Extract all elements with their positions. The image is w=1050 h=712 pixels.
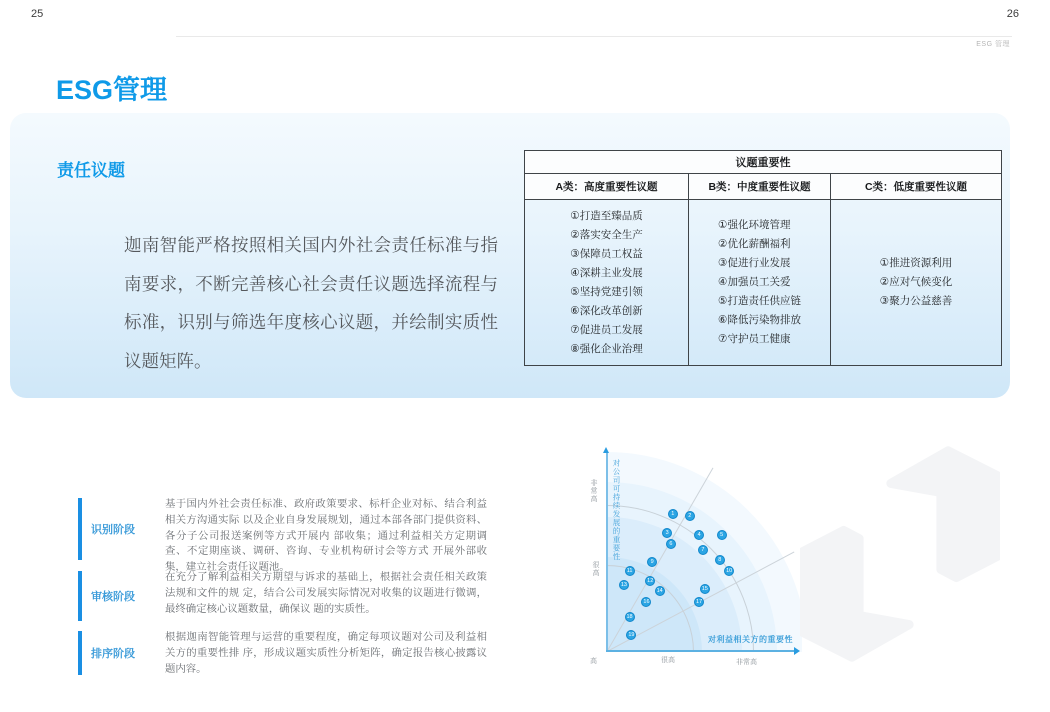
issue-item: ④深耕主业发展 [570,266,643,279]
stage-ranking [78,630,490,676]
matrix-point: 8 [715,555,725,565]
header-rule [176,36,1012,37]
matrix-point: 18 [626,614,633,621]
column-header-c: C类：低度重要性议题 [831,174,1002,200]
stage-label: 排序阶段 [91,648,135,660]
column-cell-b [689,200,831,366]
y-tick-high: 很高 [592,561,599,577]
section-heading: 责任议题 [57,161,125,180]
y-tick-very-high: 非常高 [590,479,597,503]
issue-item: ⑦促进员工发展 [570,323,643,336]
logo-watermark-icon [800,440,1000,668]
y-axis-arrow-icon [603,447,609,453]
issue-item: ⑧强化企业治理 [570,342,643,355]
issue-list-c [880,254,952,311]
matrix-point: 4 [694,530,704,540]
matrix-point: 15 [701,585,708,592]
running-header: ESG 管理 [976,41,1010,48]
issue-list-a [570,207,642,359]
issue-item: ①强化环境管理 [718,219,791,231]
issue-item: ⑥降低污染物排放 [718,314,801,326]
matrix-point: 12 [647,577,654,584]
issue-item: ①打造至臻品质 [570,209,643,222]
page-number-right: 26 [1006,8,1019,20]
stage-description: 基于国内外社会责任标准、政府政策要求、标杆企业对标、结合利益相关方沟通实际 以及企业自身发展规划，通过本部各部门提供资料、各分子公司报送案例等方式开展内 部收集；通过利益相关方定期调查、不定期座谈、调研、咨询、专业机构研讨会等方式 开展外部收集，建立社会责任议题池。 [165,499,487,574]
page-title: ESG管理 [56,75,168,105]
stage-accent-bar [78,571,82,621]
stage-review [78,570,490,622]
matrix-point: 7 [698,545,708,555]
materiality-matrix-chart [580,443,818,681]
matrix-point: 1 [668,509,678,519]
matrix-point: 6 [666,539,676,549]
stage-accent-bar [78,498,82,560]
issue-list-b [718,216,801,349]
matrix-point: 5 [717,530,727,540]
issue-item: ②应对气候变化 [879,276,953,288]
x-axis [606,650,795,652]
intro-paragraph: 迦南智能严格按照相关国内外社会责任标准与指南要求，不断完善核心社会责任议题选择流程与标准，识别与筛选年度核心议题，并绘制实质性议题矩阵。 [124,235,498,371]
issue-item: ④加强员工关爱 [718,276,791,288]
issue-item: ⑦守护员工健康 [718,333,791,345]
matrix-point: 19 [628,631,635,638]
plot-area [607,443,802,652]
table-title: 议题重要性 [525,151,1002,174]
issue-item: ③聚力公益慈善 [879,295,953,307]
matrix-point: 13 [620,581,627,588]
matrix-point: 9 [647,557,657,567]
column-header-b: B类：中度重要性议题 [689,174,831,200]
issue-item: ③保障员工权益 [570,247,643,260]
matrix-point: 17 [696,599,703,606]
matrix-point: 11 [625,566,635,576]
issue-item: ⑥深化改革创新 [570,304,643,317]
column-cell-a [525,200,689,366]
issue-item: ①推进资源利用 [879,257,953,269]
stage-description: 在充分了解利益相关方期望与诉求的基础上，根据社会责任相关政策法规和文件的规 定，结合公司发展实际情况对收集的议题进行微调，最终确定核心议题数量，确保议 题的实质性。 [165,572,487,615]
matrix-point: 2 [685,511,695,521]
matrix-point: 10 [726,568,733,575]
column-header-a: A类：高度重要性议题 [525,174,689,200]
y-axis [606,453,608,652]
stage-label: 识别阶段 [91,524,135,536]
stage-description: 根据迦南智能管理与运营的重要程度，确定每项议题对公司及利益相关方的重要性排 序，形成议题实质性分析矩阵，确定报告核心披露议题内容。 [165,632,487,675]
x-tick-high: 高 [590,658,597,665]
x-axis-title: 对利益相关方的重要性 [708,635,793,644]
stage-accent-bar [78,631,82,675]
x-tick-very-high: 非常高 [736,659,757,666]
issue-item: ③促进行业发展 [718,257,791,269]
page-number-left: 25 [31,8,44,20]
issue-item: ⑤打造责任供应链 [718,295,801,307]
issue-item: ⑤坚持党建引领 [570,285,643,298]
column-cell-c [831,200,1002,366]
issue-importance-table [524,150,1002,366]
issue-item: ②优化薪酬福利 [718,238,791,250]
matrix-point: 3 [662,528,672,538]
y-axis-title: 对公司可持续发展的重要性 [612,459,621,561]
stage-label: 审核阶段 [91,591,135,603]
matrix-point: 16 [643,599,650,606]
issue-item: ②落实安全生产 [570,228,643,241]
x-tick-higher: 很高 [661,657,675,664]
matrix-point: 14 [656,587,663,594]
stage-identification [78,497,490,574]
